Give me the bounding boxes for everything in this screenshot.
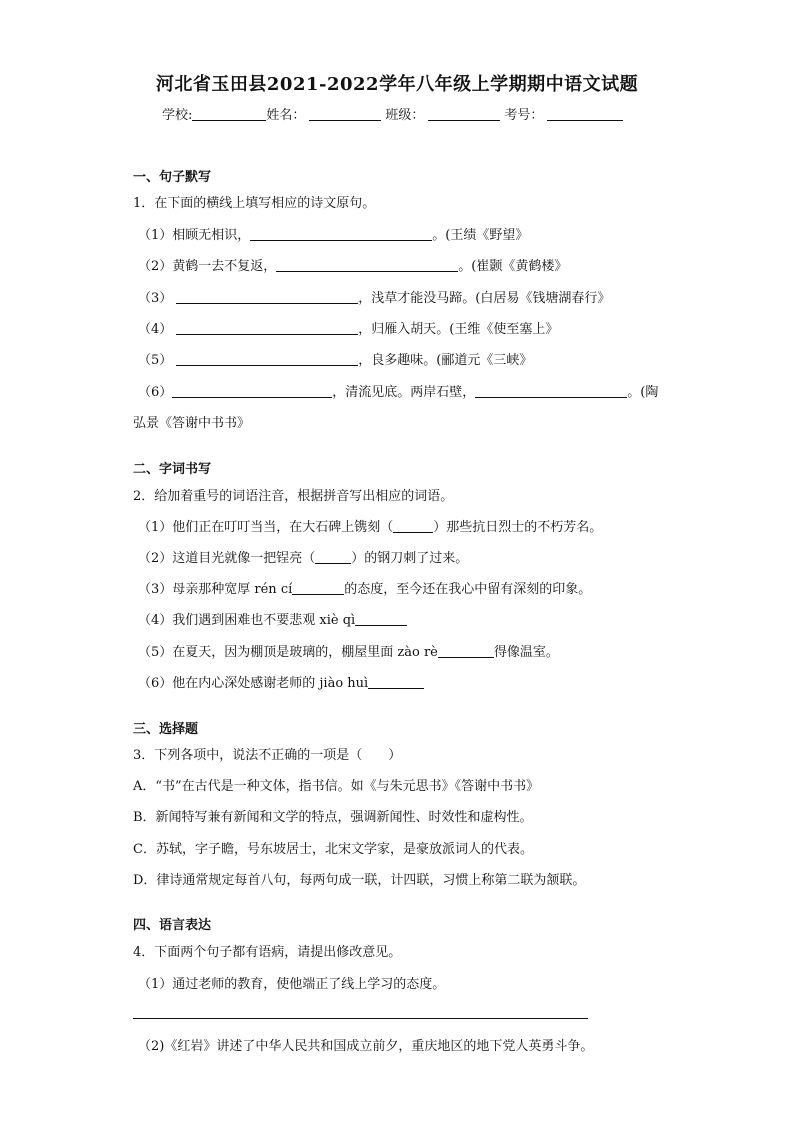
answer-blank[interactable]: [393, 520, 433, 533]
answer-blank[interactable]: [176, 353, 358, 366]
question-stem: 4．下面两个句子都有语病，请提出修改意见。: [133, 945, 402, 960]
question-item: （2)《红岩》讲述了中华人民共和国成立前夕，重庆地区的地下党人英勇斗争。: [138, 1039, 594, 1054]
section-heading: 二、字词书写: [133, 462, 212, 477]
item-text: ）那些抗日烈士的不朽芳名。: [433, 520, 603, 535]
item-text: 。(陶: [627, 385, 659, 400]
item-text: 。(王绩《野望》: [432, 228, 529, 243]
item-wrap-text: 弘景《答谢中书书》: [133, 416, 251, 431]
answer-line[interactable]: [133, 1018, 588, 1019]
question-item: [138, 578, 591, 597]
question-item: [138, 641, 559, 660]
answer-blank[interactable]: [475, 385, 627, 398]
item-text: （2）黄鹤一去不复返，: [138, 259, 277, 274]
question-item: [138, 287, 610, 306]
item-text: （6）: [138, 385, 173, 400]
question-item: [138, 318, 558, 337]
page-title: 河北省玉田县2021-2022学年八年级上学期期中语文试题: [155, 74, 639, 95]
item-text: （3）母亲那种宽厚 rén cí: [138, 582, 293, 597]
item-text: （1）相顾无相识，: [138, 228, 251, 243]
section-heading: 三、选择题: [133, 722, 199, 737]
question-item: （1）通过老师的教育，使他端正了线上学习的态度。: [138, 977, 446, 992]
question-stem: 2．给加着重号的词语注音，根据拼音写出相应的词语。: [133, 489, 454, 504]
question-stem: 3．下列各项中，说法不正确的一项是（ ）: [133, 748, 402, 763]
question-item: [138, 349, 532, 368]
class-blank[interactable]: [428, 107, 500, 121]
option-b: B．新闻特写兼有新闻和文学的特点，强调新闻性、时效性和虚构性。: [133, 810, 533, 825]
option-c: C．苏轼，字子瞻，号东坡居士，北宋文学家，是豪放派词人的代表。: [133, 842, 533, 857]
answer-blank[interactable]: [172, 385, 332, 398]
item-text: ，良多趣味。(郦道元《三峡》: [358, 353, 533, 368]
item-text: （5）在夏天，因为棚顶是玻璃的，棚屋里面 zào rè: [138, 645, 438, 660]
student-info-row: [162, 104, 623, 123]
name-blank[interactable]: [309, 107, 381, 121]
number-blank[interactable]: [547, 107, 623, 121]
answer-blank[interactable]: [250, 228, 432, 241]
name-label: 姓名：: [266, 108, 306, 123]
item-text: 得像温室。: [493, 645, 559, 660]
answer-blank[interactable]: [176, 322, 358, 335]
question-item: [138, 224, 528, 243]
item-text: （1）他们正在叮叮当当，在大石碑上镌刻（: [138, 520, 394, 535]
item-text: ）的钢刀刺了过来。: [351, 551, 469, 566]
item-text: 。(崔颢《黄鹤楼》: [458, 259, 568, 274]
item-text: （4）我们遇到困难也不要悲观 xiè qì: [138, 613, 356, 628]
question-stem: 1．在下面的横线上填写相应的诗文原句。: [133, 196, 376, 211]
item-text: （3）: [138, 291, 173, 306]
item-text: （2）这道目光就像一把锃亮（: [138, 551, 316, 566]
answer-blank[interactable]: [276, 259, 458, 272]
answer-blank[interactable]: [355, 613, 407, 626]
question-item: [138, 381, 658, 400]
answer-blank[interactable]: [438, 645, 494, 658]
question-item: [138, 547, 468, 566]
item-text: 的态度，至今还在我心中留有深刻的印象。: [344, 582, 592, 597]
answer-blank[interactable]: [292, 582, 344, 595]
item-text: （6）他在内心深处感谢老师的 jiào huì: [138, 676, 369, 691]
answer-blank[interactable]: [368, 676, 424, 689]
option-d: D．律诗通常规定每首八句，每两句成一联，计四联，习惯上称第二联为颔联。: [133, 873, 586, 888]
question-item: [138, 672, 424, 691]
number-label: 考号：: [504, 108, 544, 123]
item-text: ，归雁入胡天。(王维《使至塞上》: [358, 322, 559, 337]
item-text: ，清流见底。两岸石壁，: [332, 385, 476, 400]
option-a: A．“书”在古代是一种文体，指书信。如《与朱元思书》《答谢中书书》: [133, 779, 540, 794]
item-text: （4）: [138, 322, 173, 337]
question-item: [138, 516, 602, 535]
school-blank[interactable]: [192, 107, 266, 121]
section-heading: 四、语言表达: [133, 918, 212, 933]
question-item: [138, 255, 567, 274]
answer-blank[interactable]: [176, 291, 358, 304]
item-text: （5）: [138, 353, 173, 368]
school-label: 学校:: [162, 108, 193, 123]
question-item: [138, 609, 407, 628]
answer-blank[interactable]: [315, 551, 351, 564]
class-label: 班级：: [385, 108, 425, 123]
item-text: ，浅草才能没马蹄。(白居易《钱塘湖春行》: [358, 291, 611, 306]
section-heading: 一、句子默写: [133, 170, 212, 185]
